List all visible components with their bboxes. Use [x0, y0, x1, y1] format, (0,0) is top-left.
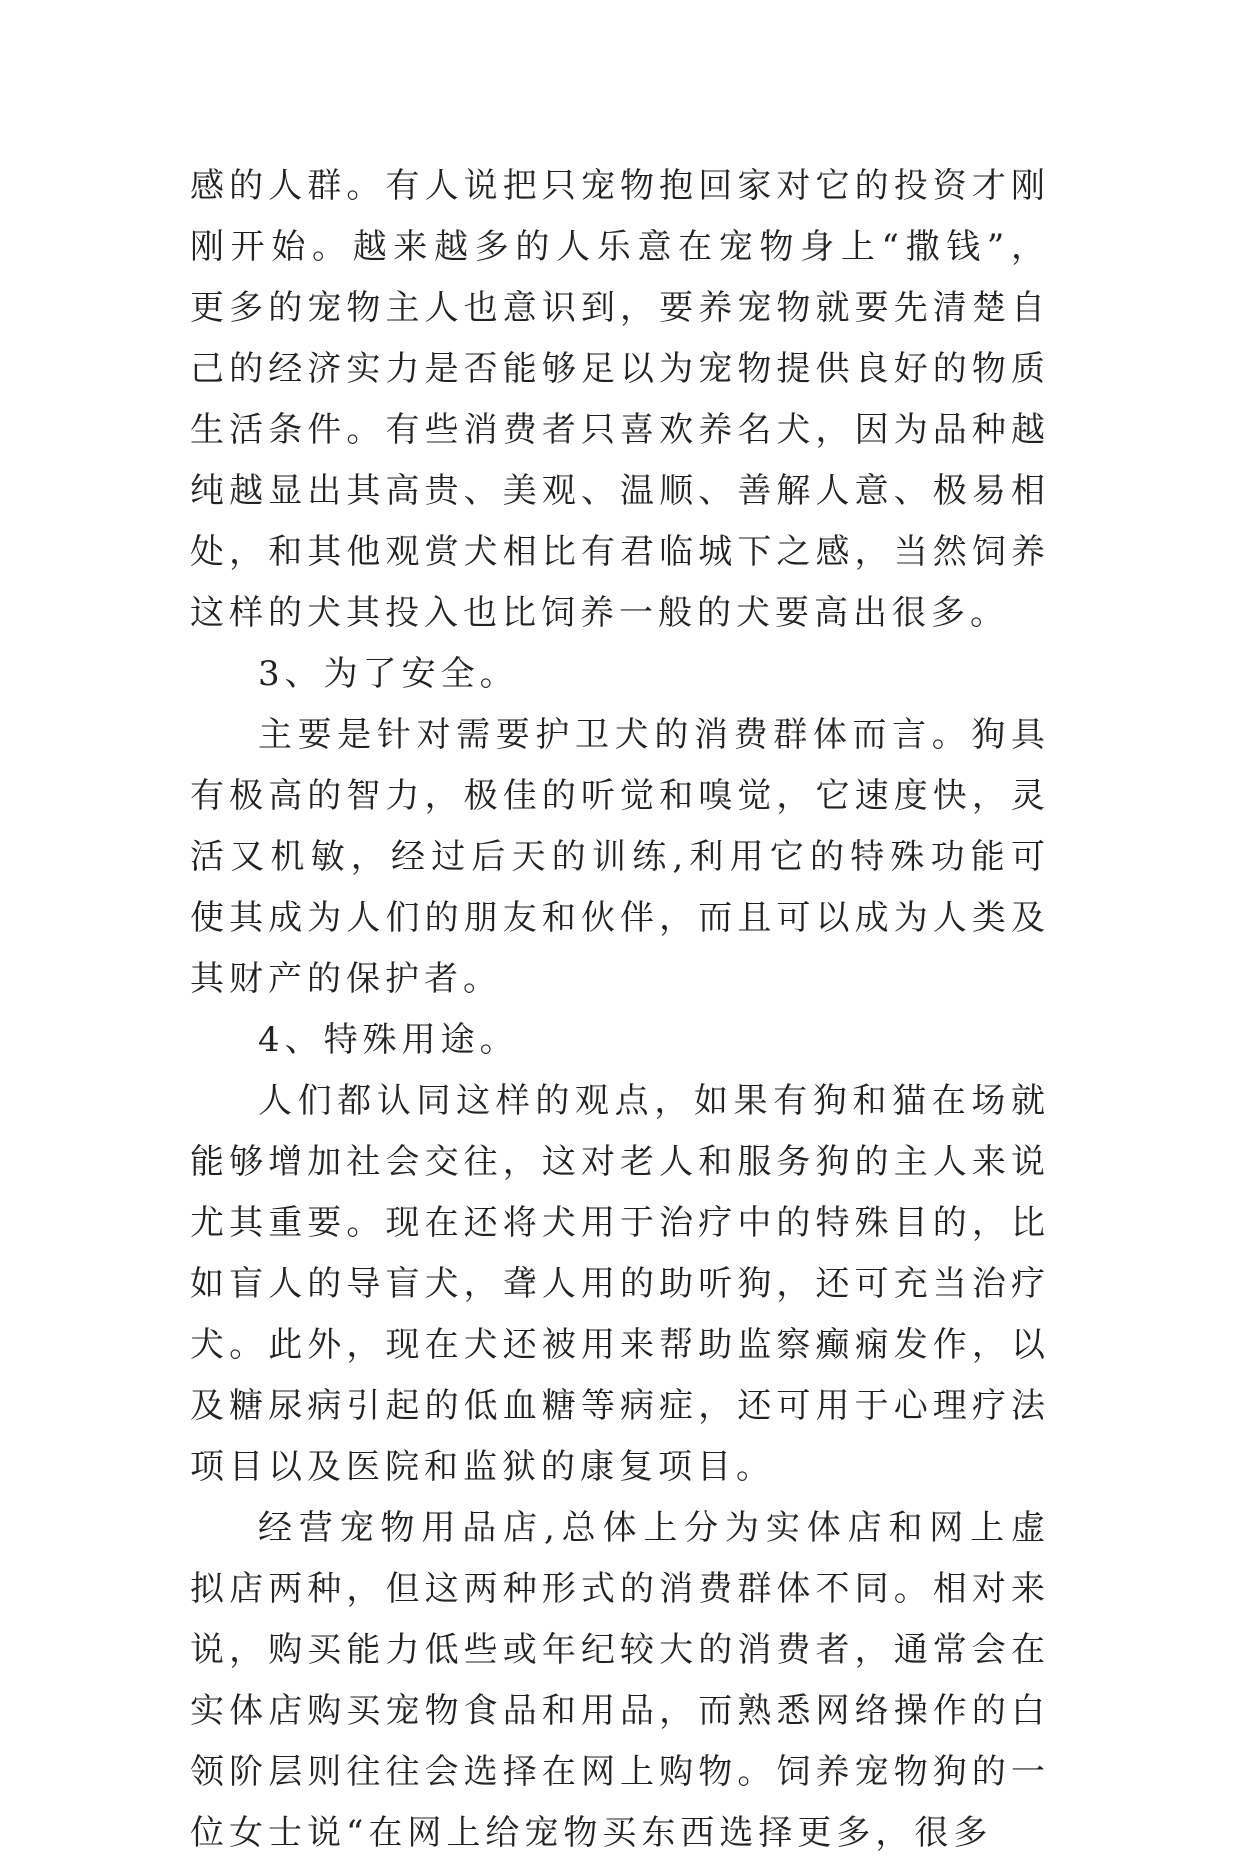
document-body	[190, 156, 1050, 1864]
section-heading-special-use: 4、特殊用途。	[258, 1020, 519, 1060]
paragraph-continuation: 感的人群。有人说把只宠物抱回家对它的投资才刚刚开始。越来越多的人乐意在宠物身上“撒钱”，更多的宠物主人也意识到，要养宠物就要先清楚自己的经济实力是否能够足以为宠物提供良好的物质生活条件。有些消费者只喜欢养名犬，因为品种越纯越显出其高贵、美观、温顺、善解人意、极易相处，和其他观赏犬相比有君临城下之感，当然饲养这样的犬其投入也比饲养一般的犬要高出很多。	[190, 166, 1050, 633]
paragraph-pet-store: 经营宠物用品店,总体上分为实体店和网上虚拟店两种，但这两种形式的消费群体不同。相对来说，购买能力低些或年纪较大的消费者，通常会在实体店购买宠物食品和用品，而熟悉网络操作的白领阶层则往往会选择在网上购物。饲养宠物狗的一位女士说“在网上给宠物买东西选择更多，很多	[190, 1508, 1050, 1853]
section-heading-safety: 3、为了安全。	[258, 654, 519, 694]
paragraph-service-dogs: 人们都认同这样的观点，如果有狗和猫在场就能够增加社会交往，这对老人和服务狗的主人来说尤其重要。现在还将犬用于治疗中的特殊目的，比如盲人的导盲犬，聋人用的助听狗，还可充当治疗犬。此外，现在犬还被用来帮助监察癫痫发作，以及糖尿病引起的低血糖等病症，还可用于心理疗法项目以及医院和监狱的康复项目。	[190, 1081, 1050, 1487]
paragraph-guard-dogs: 主要是针对需要护卫犬的消费群体而言。狗具有极高的智力，极佳的听觉和嗅觉，它速度快，灵活又机敏，经过后天的训练,利用它的特殊功能可使其成为人们的朋友和伙伴，而且可以成为人类及其财产的保护者。	[190, 715, 1050, 999]
